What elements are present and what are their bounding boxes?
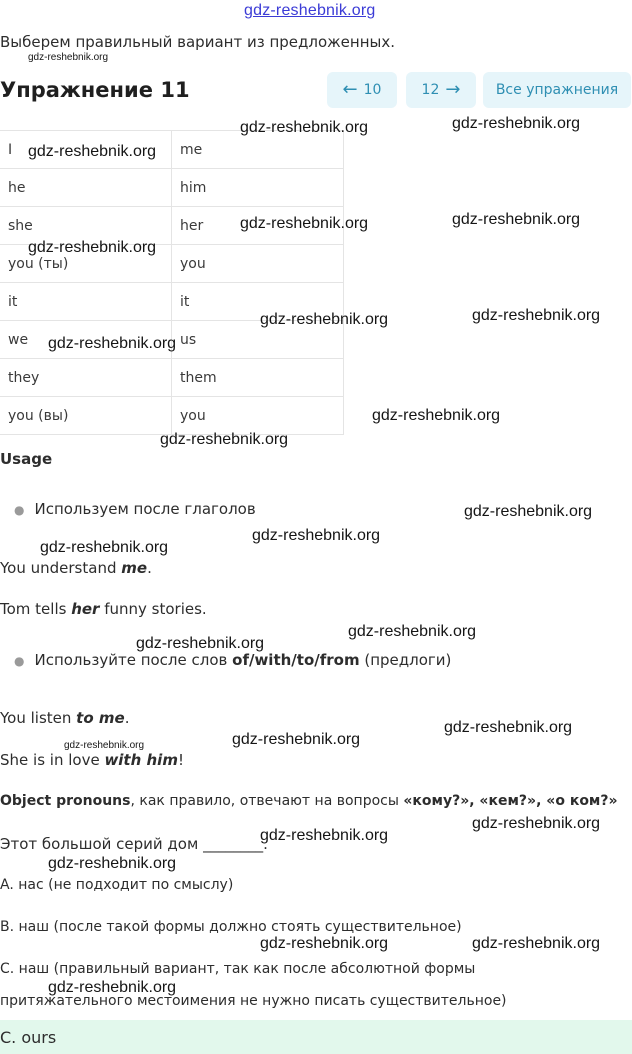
example-text: Tom tells <box>0 600 72 618</box>
option-b: B. наш (после такой формы должно стоять существительное) <box>0 919 462 935</box>
prev-exercise-button[interactable] <box>327 72 397 108</box>
subject-pronoun-cell: she <box>0 207 172 245</box>
example-text: . <box>147 559 152 577</box>
object-pronoun-cell: her <box>172 207 344 245</box>
subject-pronoun-cell: we <box>0 321 172 359</box>
object-pronoun-cell: it <box>172 283 344 321</box>
table-row <box>0 359 344 397</box>
bullet-icon: ● <box>14 503 25 517</box>
watermark: gdz-reshebnik.org <box>28 52 109 63</box>
watermark: gdz-reshebnik.org <box>472 935 601 952</box>
watermark: gdz-reshebnik.org <box>464 503 593 520</box>
watermark: gdz-reshebnik.org <box>260 935 389 952</box>
subject-pronoun-cell: he <box>0 169 172 207</box>
example-sentence <box>0 600 207 618</box>
pronoun-table <box>0 130 344 435</box>
example-text: You understand <box>0 559 122 577</box>
example-text: funny stories. <box>99 600 207 618</box>
rule-bold-text: «кому?», «кем?», «о ком?» <box>403 793 618 809</box>
arrow-left-icon: ← <box>342 79 358 100</box>
watermark: gdz-reshebnik.org <box>472 307 601 324</box>
bullet-text: Используем после глаголов <box>34 500 256 518</box>
watermark: gdz-reshebnik.org <box>160 431 289 448</box>
arrow-right-icon: → <box>445 79 461 100</box>
all-exercises-button[interactable] <box>483 72 631 108</box>
site-header-link[interactable]: gdz-reshebnik.org <box>244 2 376 19</box>
example-text: You listen <box>0 709 77 727</box>
answer-bar <box>0 1020 632 1054</box>
watermark: gdz-reshebnik.org <box>452 115 581 132</box>
next-exercise-button[interactable] <box>406 72 476 108</box>
rule-bold-text: Object pronouns <box>0 793 131 809</box>
bullet-icon: ● <box>14 654 25 668</box>
watermark: gdz-reshebnik.org <box>260 311 389 328</box>
subject-pronoun-cell: I <box>0 131 172 169</box>
example-text: She is in love <box>0 751 105 769</box>
watermark: gdz-reshebnik.org <box>240 215 369 232</box>
rule-plain-text: , как правило, отвечают на вопросы <box>130 793 404 809</box>
subject-pronoun-cell: they <box>0 359 172 397</box>
watermark: gdz-reshebnik.org <box>472 815 601 832</box>
watermark: gdz-reshebnik.org <box>452 211 581 228</box>
watermark: gdz-reshebnik.org <box>136 635 265 652</box>
watermark: gdz-reshebnik.org <box>348 623 477 640</box>
subject-pronoun-cell: you (ты) <box>0 245 172 283</box>
object-pronoun-cell: him <box>172 169 344 207</box>
example-text: . <box>124 709 130 727</box>
watermark: gdz-reshebnik.org <box>48 855 177 872</box>
watermark: gdz-reshebnik.org <box>240 119 369 136</box>
table-row <box>0 397 344 435</box>
all-exercises-label: Все упражнения <box>495 82 619 98</box>
intro-text: Выберем правильный вариант из предложенных. <box>0 33 395 51</box>
subject-pronoun-cell: you (вы) <box>0 397 172 435</box>
object-pronoun-cell: them <box>172 359 344 397</box>
watermark: gdz-reshebnik.org <box>372 407 501 424</box>
watermark: gdz-reshebnik.org <box>28 143 157 160</box>
object-pronoun-cell: you <box>172 397 344 435</box>
watermark: gdz-reshebnik.org <box>444 719 573 736</box>
watermark: gdz-reshebnik.org <box>48 979 177 996</box>
example-pronoun: with him <box>104 751 178 769</box>
watermark: gdz-reshebnik.org <box>48 335 177 352</box>
option-c-line-1: C. наш (правильный вариант, так как после абсолютной формы <box>0 961 476 977</box>
example-sentence <box>0 559 152 577</box>
option-a: A. нас (не подходит по смыслу) <box>0 877 234 893</box>
example-pronoun: me <box>121 559 148 577</box>
next-exercise-label: 12 <box>421 82 440 98</box>
example-pronoun: to me <box>76 709 125 727</box>
watermark: gdz-reshebnik.org <box>64 740 145 751</box>
option-c-line-2: притяжательного местоимения не нужно писать существительное) <box>0 993 507 1009</box>
watermark: gdz-reshebnik.org <box>40 539 169 556</box>
object-pronoun-cell: us <box>172 321 344 359</box>
example-sentence <box>0 709 129 727</box>
watermark: gdz-reshebnik.org <box>28 239 157 256</box>
bullet-item-prepositions <box>14 651 451 669</box>
watermark: gdz-reshebnik.org <box>252 527 381 544</box>
question-text: Этот большой серий дом ________. <box>0 835 268 853</box>
object-pronoun-cell: you <box>172 245 344 283</box>
watermark: gdz-reshebnik.org <box>260 827 389 844</box>
answer-text: C. ours <box>0 1027 57 1047</box>
example-sentence <box>0 751 184 769</box>
bullet-text: (предлоги) <box>359 651 452 669</box>
example-pronoun: her <box>71 600 100 618</box>
example-text: ! <box>177 751 184 769</box>
bullet-text: Используйте после слов <box>34 651 233 669</box>
prev-exercise-label: 10 <box>363 82 382 98</box>
page-title: Упражнение 11 <box>0 78 190 102</box>
bullet-bold-text: of/with/to/from <box>232 651 360 669</box>
usage-heading: Usage <box>0 450 53 468</box>
watermark: gdz-reshebnik.org <box>232 731 361 748</box>
subject-pronoun-cell: it <box>0 283 172 321</box>
rule-text <box>0 793 618 809</box>
bullet-item-verbs <box>14 500 256 518</box>
table-row <box>0 169 344 207</box>
object-pronoun-cell: me <box>172 131 344 169</box>
